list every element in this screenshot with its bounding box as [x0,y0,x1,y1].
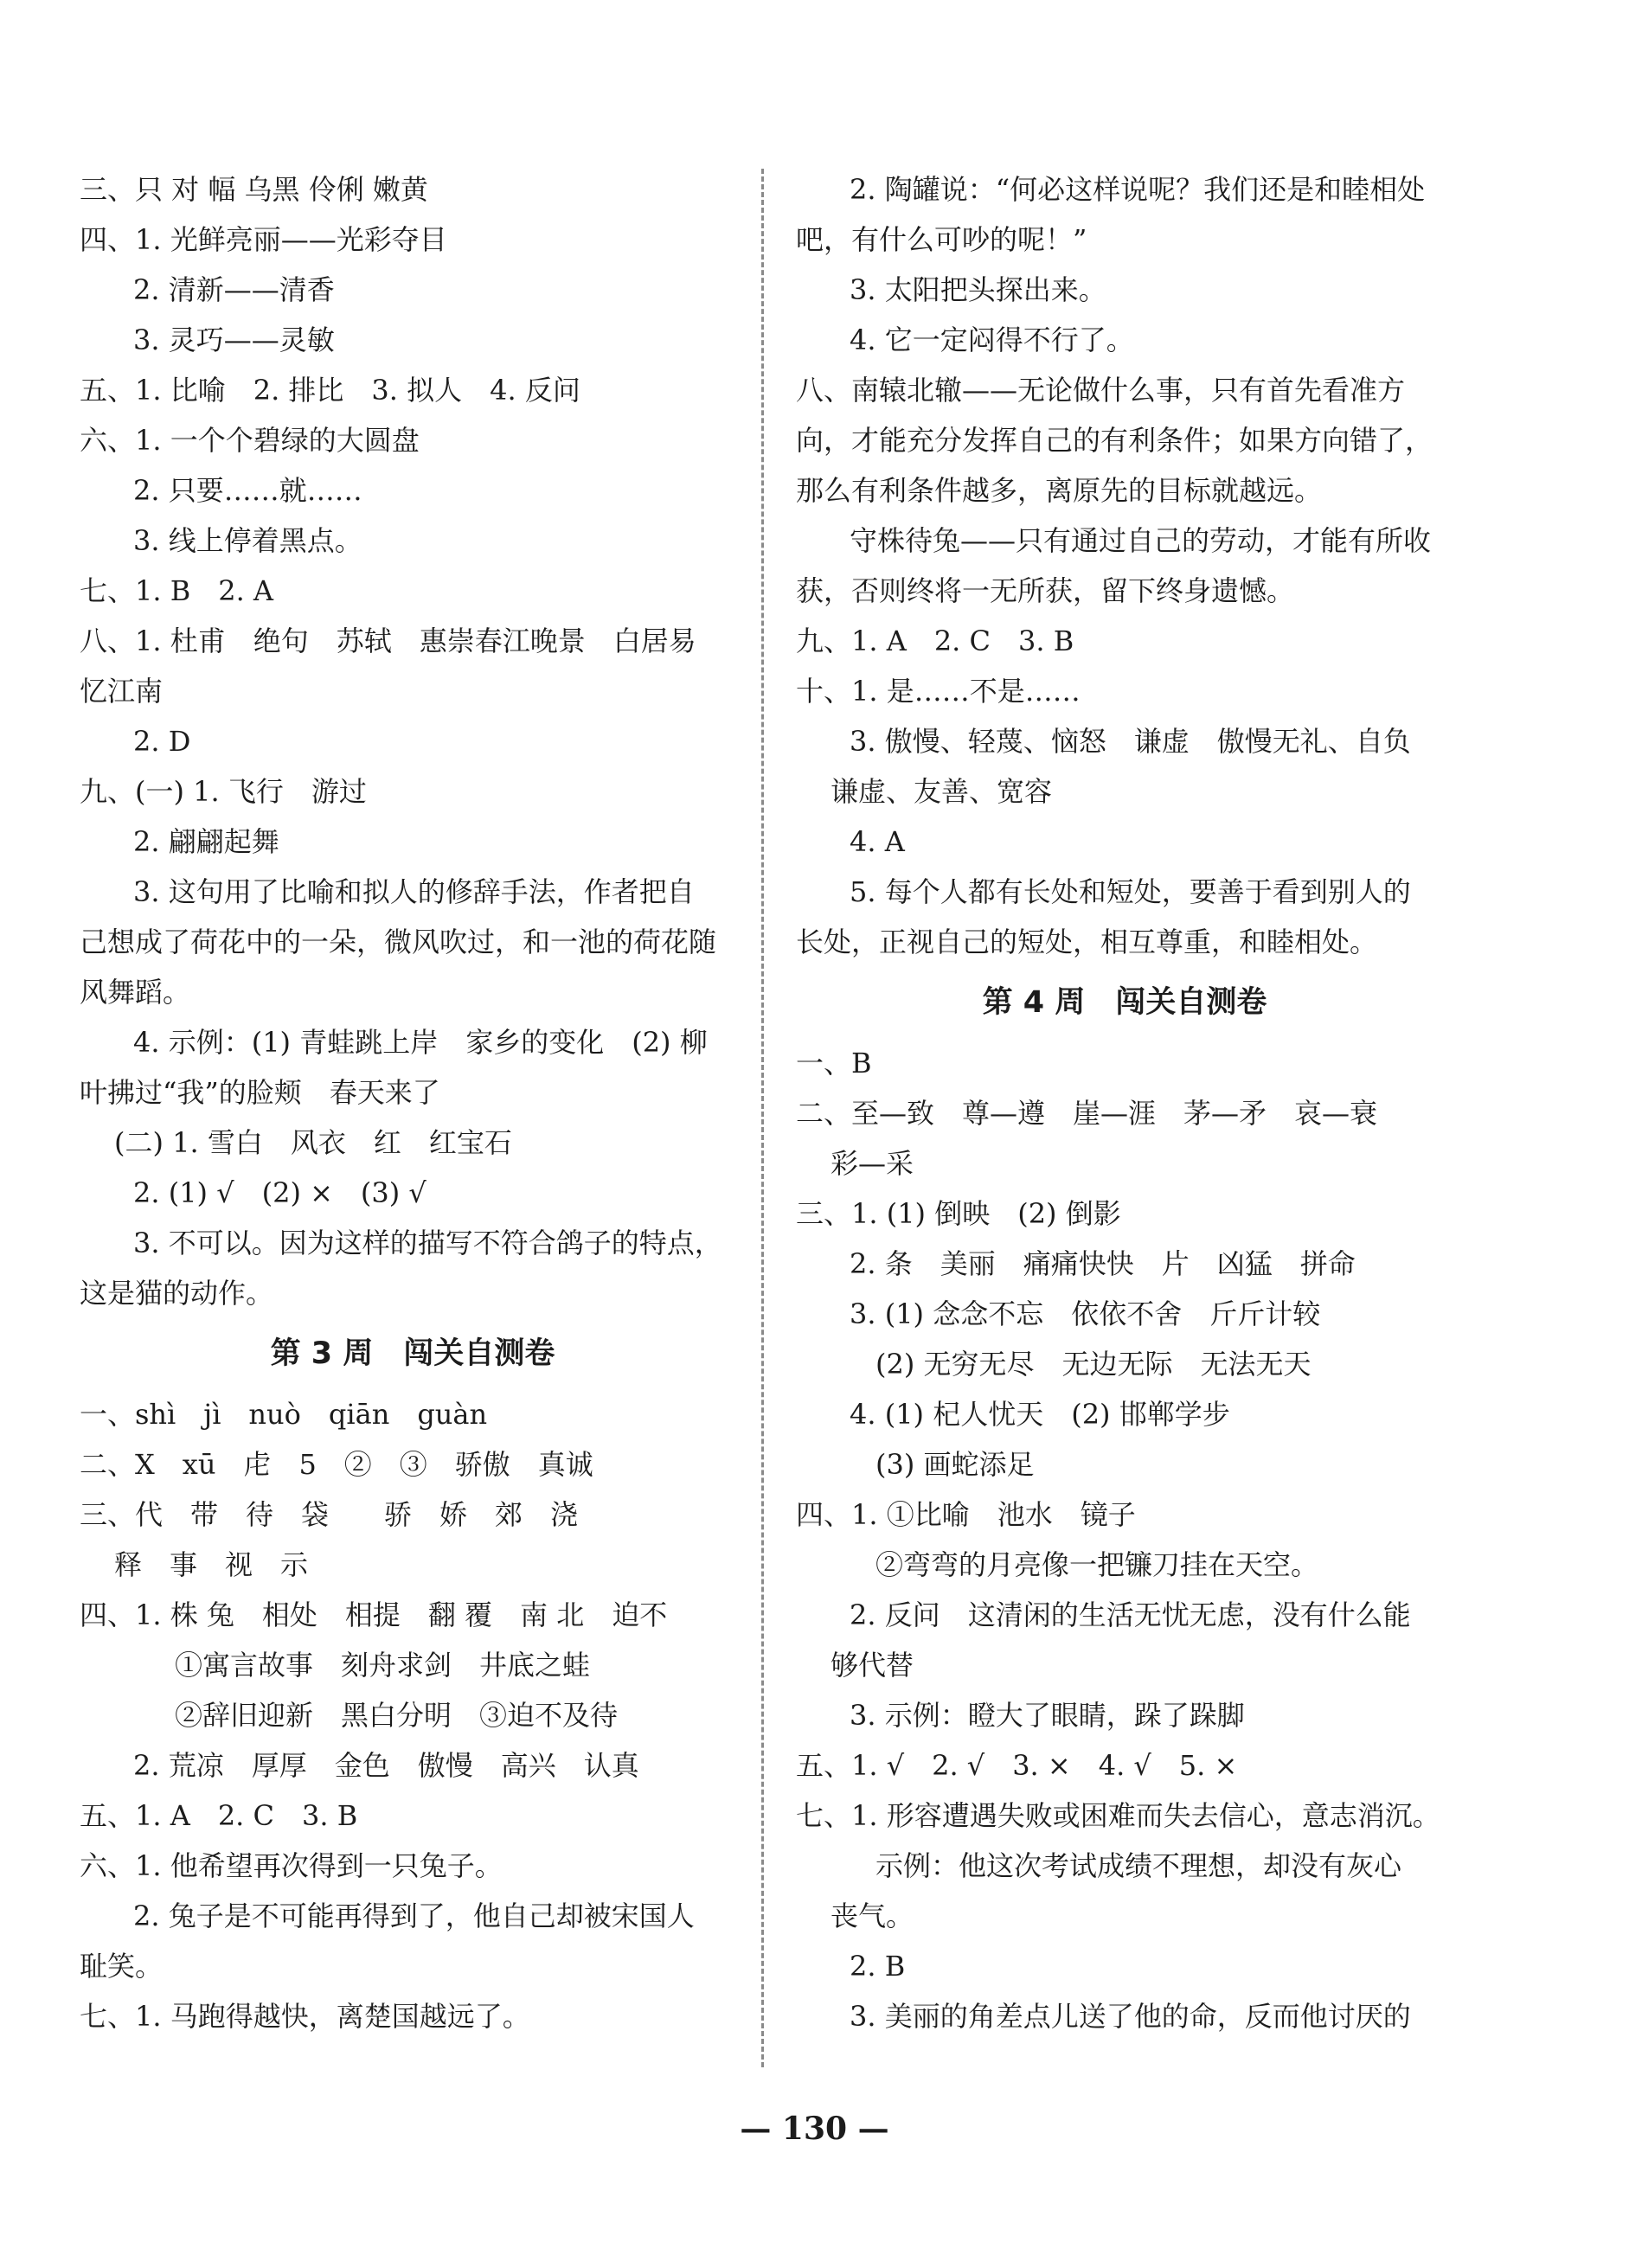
answer-line: 2. 翩翩起舞 [133,825,279,858]
answer-line: 二、X xū 虍 5 ② ③ 骄傲 真诚 [80,1448,593,1481]
answer-line: 4. 它一定闷得不行了。 [850,324,1134,356]
answer-line: 三、只 对 幅 乌黑 伶俐 嫩黄 [80,173,428,206]
section-title: 第 4 周 闯关自测卷 [982,985,1267,1020]
answer-line: 谦虚、友善、宽容 [831,775,1053,808]
answer-line: 十、1. 是……不是…… [796,675,1081,708]
answer-line: 八、南辕北辙——无论做什么事，只有首先看准方 [796,374,1406,407]
answer-line: 四、1. ①比喻 池水 镜子 [796,1498,1136,1531]
right-column [796,164,1453,2041]
answer-line: 2. 荒凉 厚厚 金色 傲慢 高兴 认真 [133,1749,639,1782]
answer-line: 八、1. 杜甫 绝句 苏轼 惠崇春江晚景 白居易 [80,625,696,657]
answer-line: 3. 不可以。因为这样的描写不符合鸽子的特点， [133,1227,722,1259]
answer-line: 3. 线上停着黑点。 [133,524,362,557]
answer-line: 2. B [850,1950,906,1983]
answer-line: 2. 反问 这清闲的生活无忧无虑，没有什么能 [850,1598,1411,1631]
answer-line: 那么有利条件越多，离原先的目标就越远。 [796,474,1323,507]
answer-line: 长处，正视自己的短处，相互尊重，和睦相处。 [796,926,1378,958]
answer-line: ②弯弯的月亮像一把镰刀挂在天空。 [875,1548,1319,1581]
answer-line: (2) 无穷无尽 无边无际 无法无天 [875,1348,1312,1381]
answer-line: 3. 这句用了比喻和拟人的修辞手法，作者把自 [133,875,695,908]
answer-line: 示例：他这次考试成绩不理想，却没有灰心 [875,1849,1402,1882]
answer-line: 五、1. A 2. C 3. B [80,1799,358,1832]
answer-line: 3. (1) 念念不忘 依依不舍 斤斤计较 [850,1297,1321,1330]
page-number: — 130 — [740,2111,889,2147]
answer-line: 3. 美丽的角差点儿送了他的命，反而他讨厌的 [850,2000,1411,2033]
answer-line: 四、1. 株 兔 相处 相提 翻 覆 南 北 迫不 [80,1598,668,1631]
answer-line: 2. D [133,725,191,758]
answer-line: ①寓言故事 刻舟求剑 井底之蛙 [175,1649,591,1682]
answer-line: 七、1. 马跑得越快，离楚国越远了。 [80,2000,530,2033]
answer-line: 获，否则终将一无所获，留下终身遗憾。 [796,574,1295,607]
answer-line: 3. 傲慢、轻蔑、恼怒 谦虚 傲慢无礼、自负 [850,725,1411,758]
answer-line: 2. 清新——清香 [133,273,335,306]
answer-line: 七、1. B 2. A [80,574,274,607]
column-divider [761,169,764,2067]
answer-line: 五、1. √ 2. √ 3. × 4. √ 5. × [796,1749,1238,1782]
answer-line: 叶拂过“我”的脸颊 春天来了 [80,1076,440,1109]
answer-line: 释 事 视 示 [114,1548,309,1581]
answer-line: (3) 画蛇添足 [875,1448,1035,1481]
answer-line: 2. 兔子是不可能再得到了，他自己却被宋国人 [133,1900,695,1932]
answer-line: 够代替 [831,1649,914,1682]
answer-line: 九、(一) 1. 飞行 游过 [80,775,367,808]
answer-line: 3. 灵巧——灵敏 [133,324,335,356]
answer-line: 三、代 带 待 袋 骄 娇 郊 浇 [80,1498,579,1531]
answer-line: (二) 1. 雪白 风衣 红 红宝石 [114,1126,512,1159]
answer-line: 3. 太阳把头探出来。 [850,273,1106,306]
answer-line: 一、B [796,1047,872,1080]
answer-line: 4. (1) 杞人忧天 (2) 邯郸学步 [850,1398,1230,1431]
answer-line: 2. 只要……就…… [133,474,362,507]
answer-line: 2. (1) √ (2) × (3) √ [133,1176,426,1209]
answer-line: 二、至—致 尊—遵 崖—涯 茅—矛 哀—衰 [796,1097,1378,1130]
answer-line: 六、1. 他希望再次得到一只兔子。 [80,1849,503,1882]
answer-line: 4. A [850,825,905,858]
answer-line: 风舞蹈。 [80,976,191,1009]
answer-line: 己想成了荷花中的一朵，微风吹过，和一池的荷花随 [80,926,717,958]
answer-line: 四、1. 光鲜亮丽——光彩夺目 [80,223,447,256]
answer-line: 彩—采 [831,1147,914,1180]
section-title: 第 3 周 闯关自测卷 [270,1336,555,1371]
answer-line: 五、1. 比喻 2. 排比 3. 拟人 4. 反问 [80,374,580,407]
answer-line: ②辞旧迎新 黑白分明 ③迫不及待 [175,1699,619,1732]
answer-line: 4. 示例：(1) 青蛙跳上岸 家乡的变化 (2) 柳 [133,1026,708,1059]
answer-line: 七、1. 形容遭遇失败或困难而失去信心，意志消沉。 [796,1799,1440,1832]
answer-line: 六、1. 一个个碧绿的大圆盘 [80,424,420,457]
answer-line: 耻笑。 [80,1950,164,1983]
answer-line: 2. 条 美丽 痛痛快快 片 凶猛 拼命 [850,1247,1356,1280]
answer-line: 这是猫的动作。 [80,1277,274,1310]
answer-line: 向，才能充分发挥自己的有利条件；如果方向错了， [796,424,1433,457]
answer-line: 一、shì jì nuò qiān guàn [80,1398,488,1431]
answer-line: 忆江南 [80,675,164,708]
answer-line: 吧，有什么可吵的呢！” [796,223,1087,256]
answer-line: 3. 示例：瞪大了眼睛，跺了跺脚 [850,1699,1245,1732]
answer-line: 三、1. (1) 倒映 (2) 倒影 [796,1197,1121,1230]
answer-line: 守株待兔——只有通过自己的劳动，才能有所收 [850,524,1432,557]
answer-line: 丧气。 [831,1900,914,1932]
answer-line: 九、1. A 2. C 3. B [796,625,1074,657]
left-column [80,164,746,2041]
answer-line: 5. 每个人都有长处和短处，要善于看到别人的 [850,875,1411,908]
answer-line: 2. 陶罐说：“何必这样说呢？我们还是和睦相处 [850,173,1426,206]
